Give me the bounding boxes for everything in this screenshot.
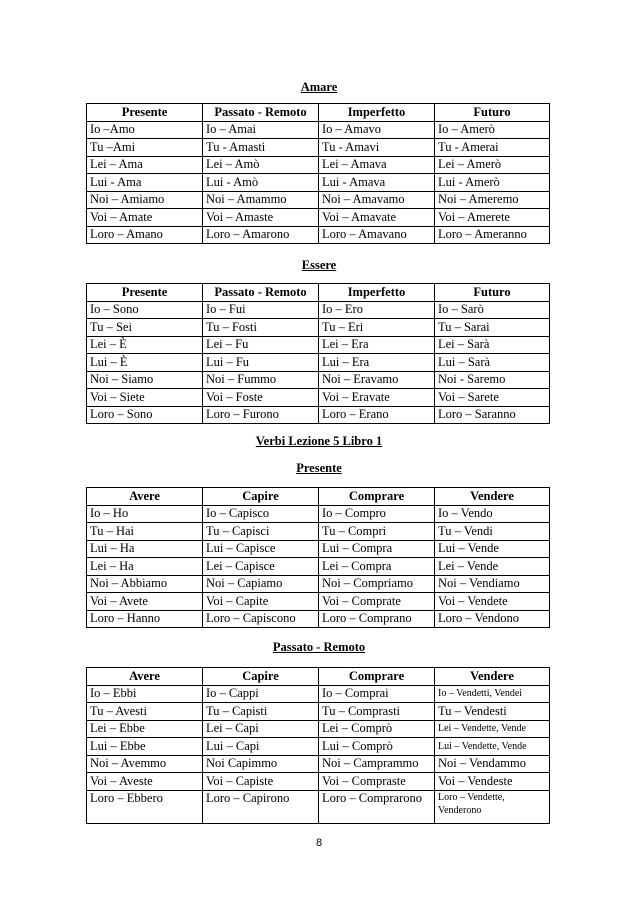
table-cell: Io – Amai (203, 121, 319, 139)
table-cell: Tu – Fosti (203, 319, 319, 337)
table-cell: Lui – Fu (203, 354, 319, 372)
table-cell: Lei – È (87, 336, 203, 354)
table-cell: Loro – Amavano (319, 226, 435, 244)
table-cell: Voi – Avete (87, 593, 203, 611)
table-cell: Loro – Furono (203, 406, 319, 424)
table-cell: Loro – Saranno (435, 406, 550, 424)
table-cell: Voi – Comprate (319, 593, 435, 611)
table-cell: Noi – Vendiamo (435, 575, 550, 593)
table-row (87, 685, 550, 703)
table-cell: Voi – Foste (203, 389, 319, 407)
column-header: Vendere (435, 488, 550, 506)
table-cell: Lui – Sarà (435, 354, 550, 372)
table-cell: Io – Ebbi (87, 685, 203, 703)
table-cell: Noi - Saremo (435, 371, 550, 389)
table-cell: Lui – Capisce (203, 540, 319, 558)
table-cell: Io – Sono (87, 301, 203, 319)
table-cell: Lui - Amò (203, 174, 319, 192)
table-row (87, 738, 550, 756)
table-cell: Noi – Siamo (87, 371, 203, 389)
table-cell: Noi Capimmo (203, 755, 319, 773)
table-row (87, 575, 550, 593)
essere-table (86, 283, 550, 424)
table-cell: Lui – Vendette, Vende (435, 738, 550, 756)
table-row (87, 540, 550, 558)
table-row (87, 523, 550, 541)
table-cell: Noi – Amammo (203, 191, 319, 209)
column-header: Imperfetto (319, 284, 435, 302)
table-cell: Noi – Compriamo (319, 575, 435, 593)
table-cell: Loro – Vendono (435, 610, 550, 628)
table-row (87, 139, 550, 157)
table-cell: Loro – Capirono (203, 790, 319, 823)
table-cell: Io – Amavo (319, 121, 435, 139)
table-cell: Lei – Vende (435, 558, 550, 576)
table-row (87, 790, 550, 823)
table-row (87, 703, 550, 721)
table-cell: Lui - Amava (319, 174, 435, 192)
table-cell: Lei – Comprò (319, 720, 435, 738)
table-cell: Tu – Sei (87, 319, 203, 337)
table-cell: Noi – Ameremo (435, 191, 550, 209)
table-cell: Noi – Capiamo (203, 575, 319, 593)
table-row (87, 336, 550, 354)
page-number: 8 (315, 837, 323, 849)
table-row (87, 209, 550, 227)
table-cell: Noi – Avemmo (87, 755, 203, 773)
table-row (87, 558, 550, 576)
table-cell: Tu – Hai (87, 523, 203, 541)
table-cell: Lui – Ebbe (87, 738, 203, 756)
table-cell: Lei – Ha (87, 558, 203, 576)
table-row (87, 354, 550, 372)
table-cell: Noi – Amavamo (319, 191, 435, 209)
table-cell: Io – Fui (203, 301, 319, 319)
table-cell: Lei – Vendette, Vende (435, 720, 550, 738)
table-row (87, 406, 550, 424)
column-header: Presente (87, 104, 203, 122)
table-cell: Tu – Compri (319, 523, 435, 541)
table-cell: Tu - Amasti (203, 139, 319, 157)
passato-table (86, 667, 550, 824)
column-header: Avere (87, 668, 203, 686)
table-cell: Tu – Sarai (435, 319, 550, 337)
table-cell: Loro – Sono (87, 406, 203, 424)
table-cell: Voi – Amavate (319, 209, 435, 227)
essere-title: Essere (301, 258, 337, 272)
column-header: Passato - Remoto (203, 104, 319, 122)
table-cell: Voi – Aveste (87, 773, 203, 791)
table-row (87, 319, 550, 337)
table-cell: Lui – Capi (203, 738, 319, 756)
lesson-title: Verbi Lezione 5 Libro 1 (255, 434, 383, 448)
table-cell: Lei – Capi (203, 720, 319, 738)
table-row (87, 720, 550, 738)
table-cell: Loro – Ameranno (435, 226, 550, 244)
column-header: Capire (203, 668, 319, 686)
table-cell: Lei – Era (319, 336, 435, 354)
table-row (87, 593, 550, 611)
table-cell: Voi – Siete (87, 389, 203, 407)
table-cell: Tu - Amerai (435, 139, 550, 157)
table-cell: Loro – Hanno (87, 610, 203, 628)
column-header: Passato - Remoto (203, 284, 319, 302)
table-header-row (87, 668, 550, 686)
table-cell: Loro – Comprarono (319, 790, 435, 823)
table-row (87, 121, 550, 139)
column-header: Avere (87, 488, 203, 506)
column-header: Imperfetto (319, 104, 435, 122)
table-cell: Loro – Amano (87, 226, 203, 244)
table-row (87, 156, 550, 174)
passato-title: Passato - Remoto (272, 640, 366, 654)
table-cell: Lui – Era (319, 354, 435, 372)
table-cell: Lei – Capisce (203, 558, 319, 576)
table-row (87, 174, 550, 192)
column-header: Capire (203, 488, 319, 506)
table-cell: Io – Compro (319, 505, 435, 523)
table-cell: Lei – Sarà (435, 336, 550, 354)
column-header: Comprare (319, 668, 435, 686)
table-cell: Lei – Fu (203, 336, 319, 354)
table-cell: Lui - Ama (87, 174, 203, 192)
table-cell: Voi – Amaste (203, 209, 319, 227)
table-cell: Voi – Amerete (435, 209, 550, 227)
table-cell: Loro – Erano (319, 406, 435, 424)
table-cell: Loro – Amarono (203, 226, 319, 244)
table-header-row (87, 104, 550, 122)
table-cell: Lui – Compra (319, 540, 435, 558)
table-cell: Io – Ho (87, 505, 203, 523)
table-row (87, 371, 550, 389)
table-cell: Lei – Amerò (435, 156, 550, 174)
table-cell: Tu – Avesti (87, 703, 203, 721)
table-cell: Tu - Amavi (319, 139, 435, 157)
presente-subtitle: Presente (296, 461, 342, 475)
table-row (87, 505, 550, 523)
table-cell: Noi – Eravamo (319, 371, 435, 389)
column-header: Comprare (319, 488, 435, 506)
presente-table (86, 487, 550, 628)
column-header: Presente (87, 284, 203, 302)
table-cell: Loro – Vendette, Venderono (435, 790, 550, 823)
table-row (87, 191, 550, 209)
table-cell: Lui - Amerò (435, 174, 550, 192)
table-cell: Loro – Comprano (319, 610, 435, 628)
table-cell: Tu –Ami (87, 139, 203, 157)
table-row (87, 389, 550, 407)
table-cell: Voi – Capiste (203, 773, 319, 791)
table-cell: Io –Amo (87, 121, 203, 139)
table-cell: Io – Vendo (435, 505, 550, 523)
table-cell: Lui – Comprò (319, 738, 435, 756)
table-cell: Tu – Vendi (435, 523, 550, 541)
table-cell: Lei – Ebbe (87, 720, 203, 738)
table-cell: Voi – Vendeste (435, 773, 550, 791)
table-cell: Tu – Eri (319, 319, 435, 337)
table-cell: Lui – Ha (87, 540, 203, 558)
table-cell: Noi – Abbiamo (87, 575, 203, 593)
table-cell: Lei – Compra (319, 558, 435, 576)
table-cell: Io – Comprai (319, 685, 435, 703)
table-cell: Io – Vendetti, Vendei (435, 685, 550, 703)
table-cell: Noi – Amiamo (87, 191, 203, 209)
amare-table (86, 103, 550, 244)
table-cell: Voi – Sarete (435, 389, 550, 407)
table-cell: Loro – Ebbero (87, 790, 203, 823)
column-header: Vendere (435, 668, 550, 686)
table-row (87, 610, 550, 628)
table-cell: Voi – Amate (87, 209, 203, 227)
table-cell: Noi – Camprammo (319, 755, 435, 773)
table-cell: Noi – Fummo (203, 371, 319, 389)
table-cell: Lui – Vende (435, 540, 550, 558)
table-header-row (87, 284, 550, 302)
table-cell: Tu – Capisti (203, 703, 319, 721)
table-cell: Io – Cappi (203, 685, 319, 703)
table-cell: Voi – Capite (203, 593, 319, 611)
table-cell: Io – Amerò (435, 121, 550, 139)
table-cell: Noi – Vendammo (435, 755, 550, 773)
amare-title: Amare (300, 80, 338, 94)
table-cell: Io – Sarò (435, 301, 550, 319)
table-row (87, 301, 550, 319)
table-cell: Voi – Compraste (319, 773, 435, 791)
table-cell: Lei – Amò (203, 156, 319, 174)
table-row (87, 773, 550, 791)
table-row (87, 226, 550, 244)
table-cell: Voi – Vendete (435, 593, 550, 611)
table-header-row (87, 488, 550, 506)
table-cell: Lui – È (87, 354, 203, 372)
table-cell: Io – Ero (319, 301, 435, 319)
table-cell: Lei – Amava (319, 156, 435, 174)
column-header: Futuro (435, 104, 550, 122)
table-cell: Loro – Capiscono (203, 610, 319, 628)
table-cell: Io – Capisco (203, 505, 319, 523)
table-cell: Tu – Capisci (203, 523, 319, 541)
table-cell: Lei – Ama (87, 156, 203, 174)
table-row (87, 755, 550, 773)
table-cell: Tu – Comprasti (319, 703, 435, 721)
table-cell: Tu – Vendesti (435, 703, 550, 721)
table-cell: Voi – Eravate (319, 389, 435, 407)
column-header: Futuro (435, 284, 550, 302)
